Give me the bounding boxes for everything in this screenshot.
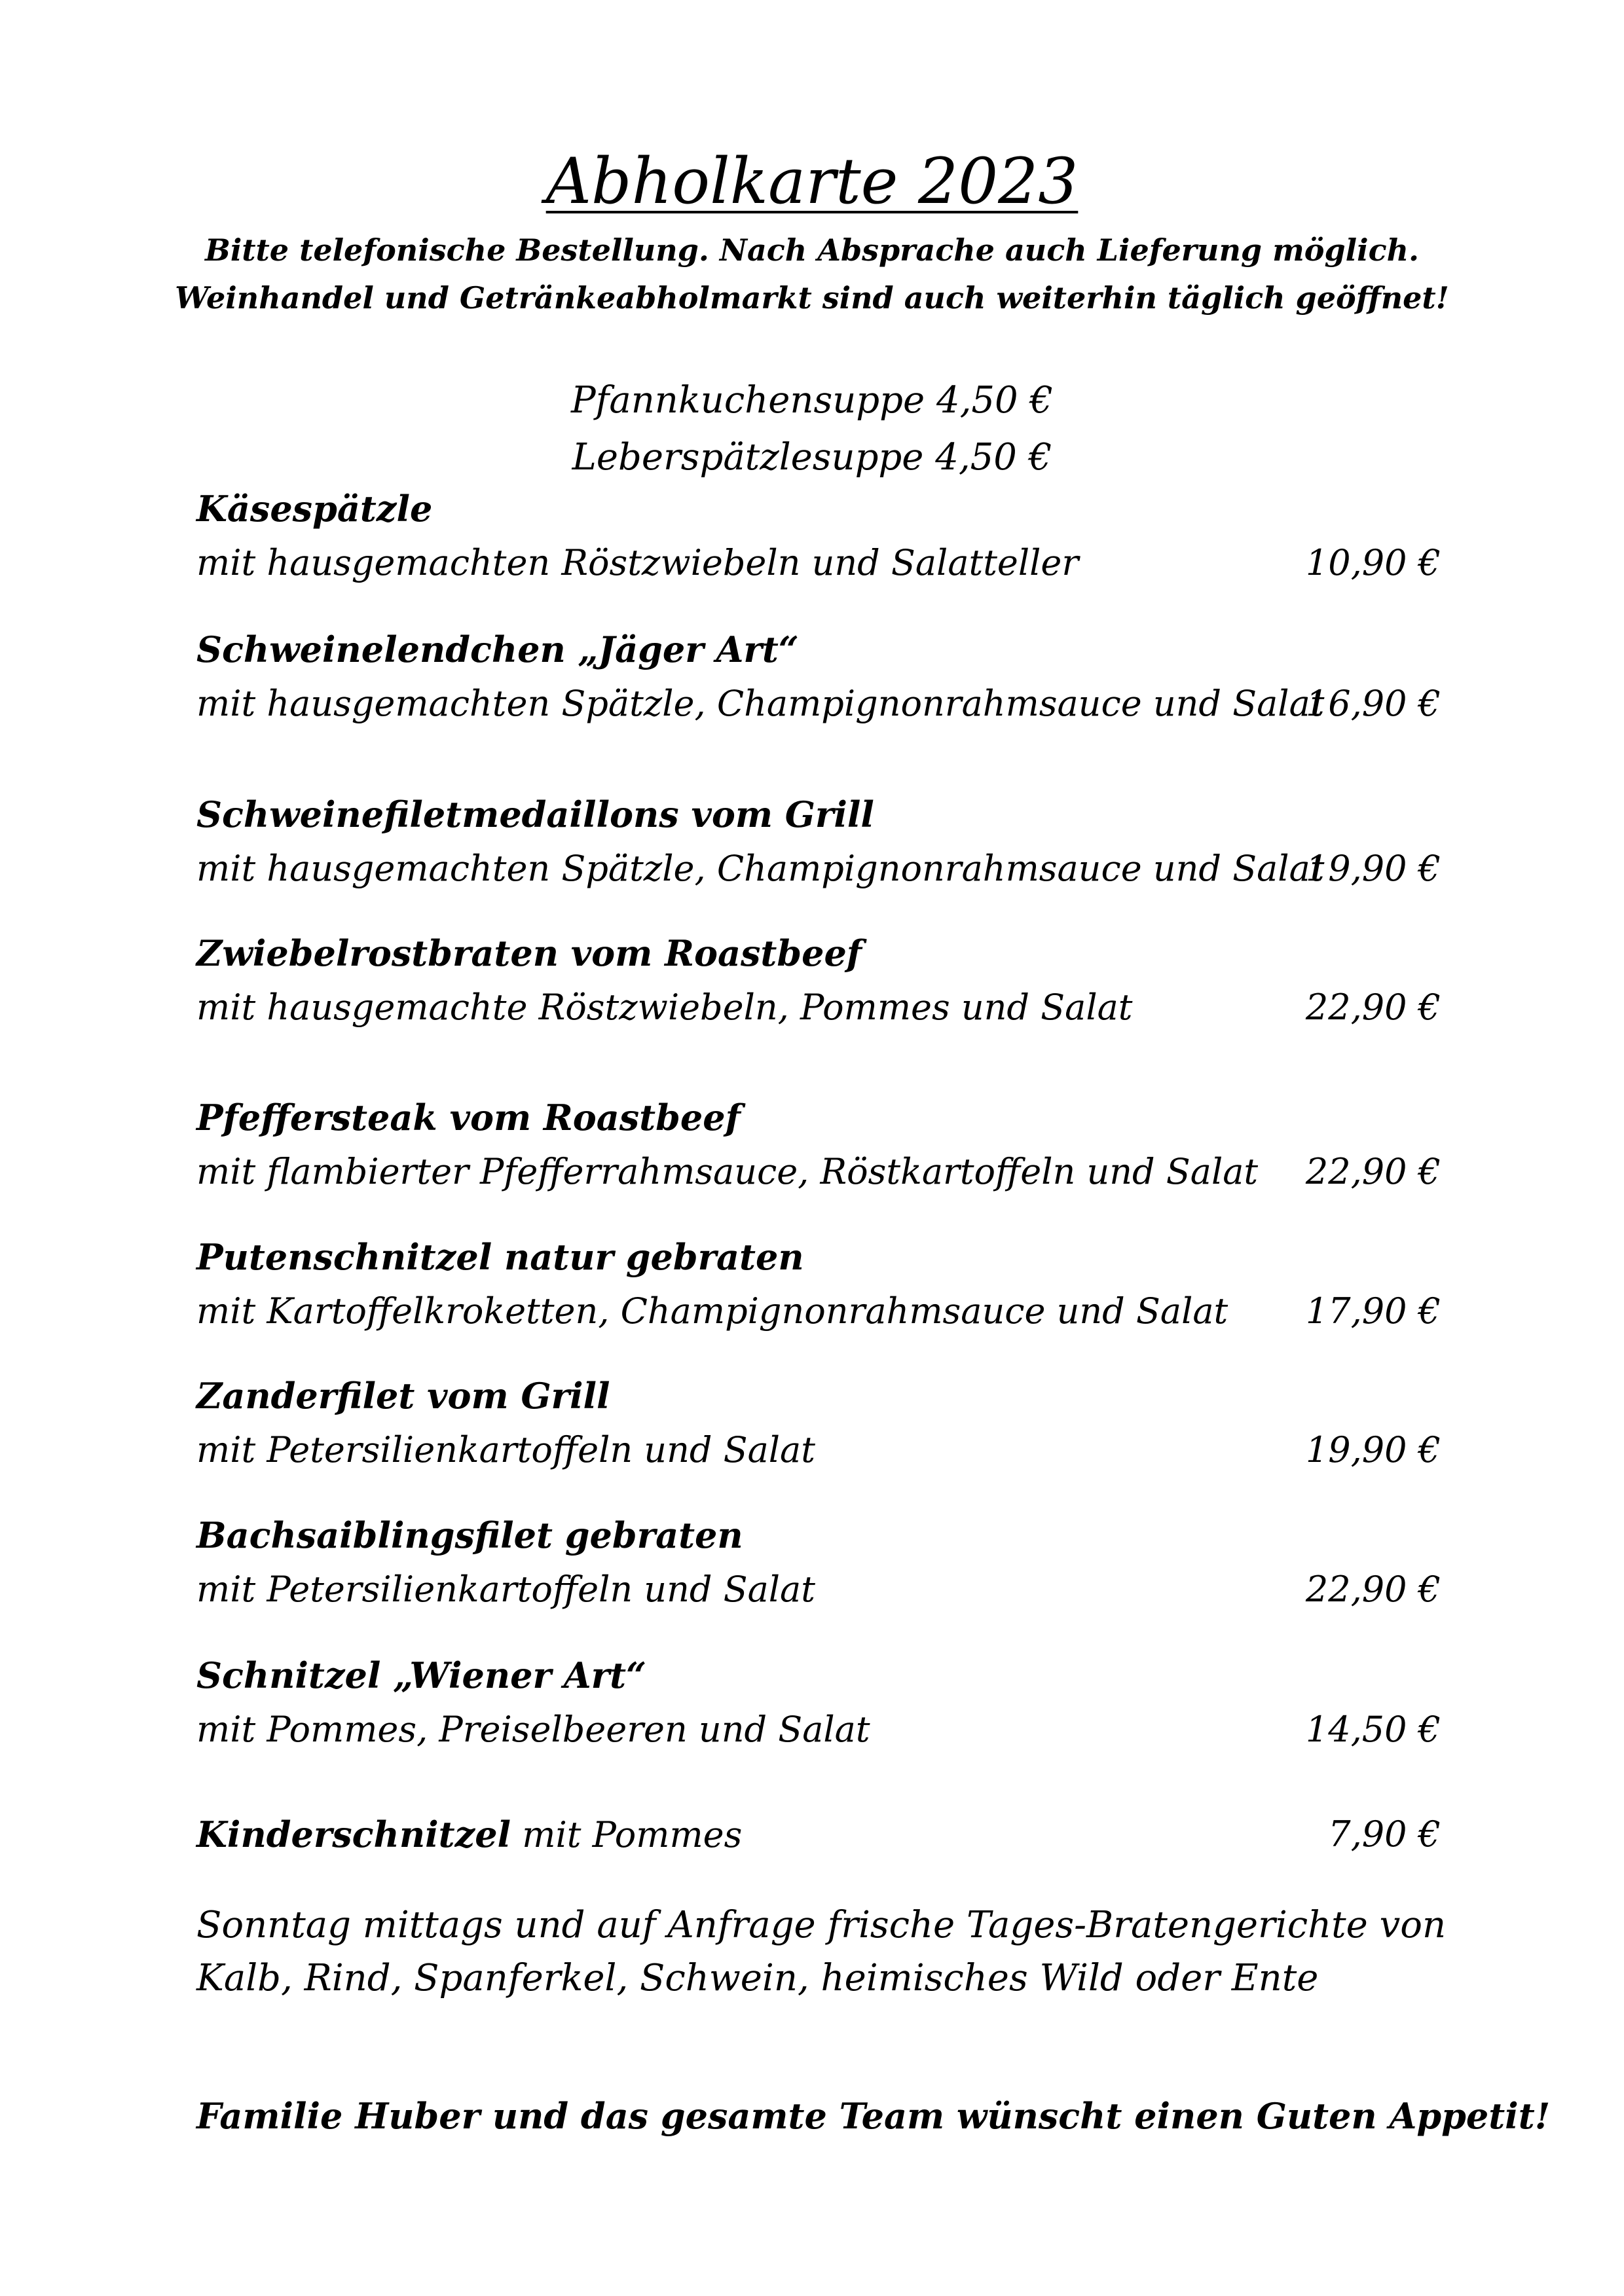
dish-description: mit hausgemachte Röstzwiebeln, Pommes und Salat (196, 986, 1133, 1028)
dish-price: 19,90 € (1305, 1429, 1441, 1470)
dish-description: mit hausgemachten Spätzle, Champignonrahmsauce und Salat (196, 847, 1325, 889)
dish-zwiebelrostbraten (196, 932, 1441, 1047)
dish-name: Käsespätzle (196, 488, 433, 530)
dish-description: mit Pommes, Preiselbeeren und Salat (196, 1708, 870, 1750)
dish-name: Zanderfilet vom Grill (196, 1375, 610, 1417)
dish-bachsaiblingsfilet (196, 1514, 1441, 1629)
dish-price: 22,90 € (1305, 1568, 1441, 1610)
dish-line (196, 987, 1441, 1047)
dish-putenschnitzel (196, 1236, 1441, 1351)
dish-line (196, 1569, 1441, 1629)
dish-name: Pfeffersteak vom Roastbeef (196, 1097, 741, 1139)
menu-title: Abholkarte 2023 (545, 145, 1079, 218)
dish-name: Schweinelendchen „Jäger Art“ (196, 629, 799, 670)
dish-pfeffersteak (196, 1097, 1441, 1211)
dish-kaesespaetzle (196, 488, 1441, 602)
dish-schweinelendchen (196, 629, 1441, 743)
dish-description: mit hausgemachten Röstzwiebeln und Salatteller (196, 541, 1079, 583)
kids-dish-description: mit Pommes (511, 1814, 743, 1855)
kids-dish-name: Kinderschnitzel (196, 1813, 511, 1855)
dish-schweinefiletmedaillons (196, 793, 1441, 908)
dish-price: 19,90 € (1305, 847, 1441, 889)
dish-description: mit Petersilienkartoffeln und Salat (196, 1568, 815, 1610)
dish-description: mit Petersilienkartoffeln und Salat (196, 1429, 815, 1470)
sunday-note-line-2: Kalb, Rind, Spanferkel, Schwein, heimisches Wild oder Ente (196, 1957, 1319, 2000)
dish-line (196, 1151, 1441, 1211)
dish-description: mit hausgemachten Spätzle, Champignonrahmsauce und Salat (196, 682, 1325, 724)
sunday-note (196, 1899, 1473, 2005)
dish-line (196, 1709, 1441, 1769)
dish-line (196, 1290, 1441, 1351)
dish-name: Putenschnitzel natur gebraten (196, 1236, 804, 1278)
dish-price: 16,90 € (1305, 682, 1441, 724)
dish-name: Bachsaiblingsfilet gebraten (196, 1514, 743, 1556)
dish-price: 22,90 € (1305, 986, 1441, 1028)
dish-line (196, 848, 1441, 908)
dish-line (196, 683, 1441, 743)
soup-2: Leberspätzlesuppe 4,50 € (572, 436, 1052, 479)
intro-line-2: Weinhandel und Getränkeabholmarkt sind auch weiterhin täglich geöffnet! (175, 280, 1449, 316)
dish-price: 22,90 € (1305, 1150, 1441, 1192)
dish-line (196, 542, 1441, 602)
dish-name: Schnitzel „Wiener Art“ (196, 1654, 647, 1696)
kids-dish-price: 7,90 € (1328, 1813, 1441, 1855)
intro-line-1: Bitte telefonische Bestellung. Nach Absprache auch Lieferung möglich. (204, 232, 1420, 268)
sunday-note-line-1: Sonntag mittags und auf Anfrage frische Tages-Bratengerichte von (196, 1904, 1447, 1946)
dish-schnitzel-wiener-art (196, 1654, 1441, 1769)
dish-name: Schweinefiletmedaillons vom Grill (196, 793, 874, 835)
soup-1: Pfannkuchensuppe 4,50 € (570, 379, 1054, 422)
kids-dish (196, 1813, 1441, 1866)
dish-price: 17,90 € (1305, 1290, 1441, 1332)
dish-description: mit Kartoffelkroketten, Champignonrahmsauce und Salat (196, 1290, 1228, 1332)
dish-description: mit flambierter Pfefferrahmsauce, Röstkartoffeln und Salat (196, 1150, 1259, 1192)
dish-name: Zwiebelrostbraten vom Roastbeef (196, 932, 862, 974)
dish-price: 14,50 € (1305, 1708, 1441, 1750)
dish-price: 10,90 € (1305, 541, 1441, 583)
dish-zanderfilet (196, 1375, 1441, 1489)
closing-text: Familie Huber und das gesamte Team wünscht einen Guten Appetit! (196, 2095, 1551, 2137)
dish-line (196, 1429, 1441, 1489)
